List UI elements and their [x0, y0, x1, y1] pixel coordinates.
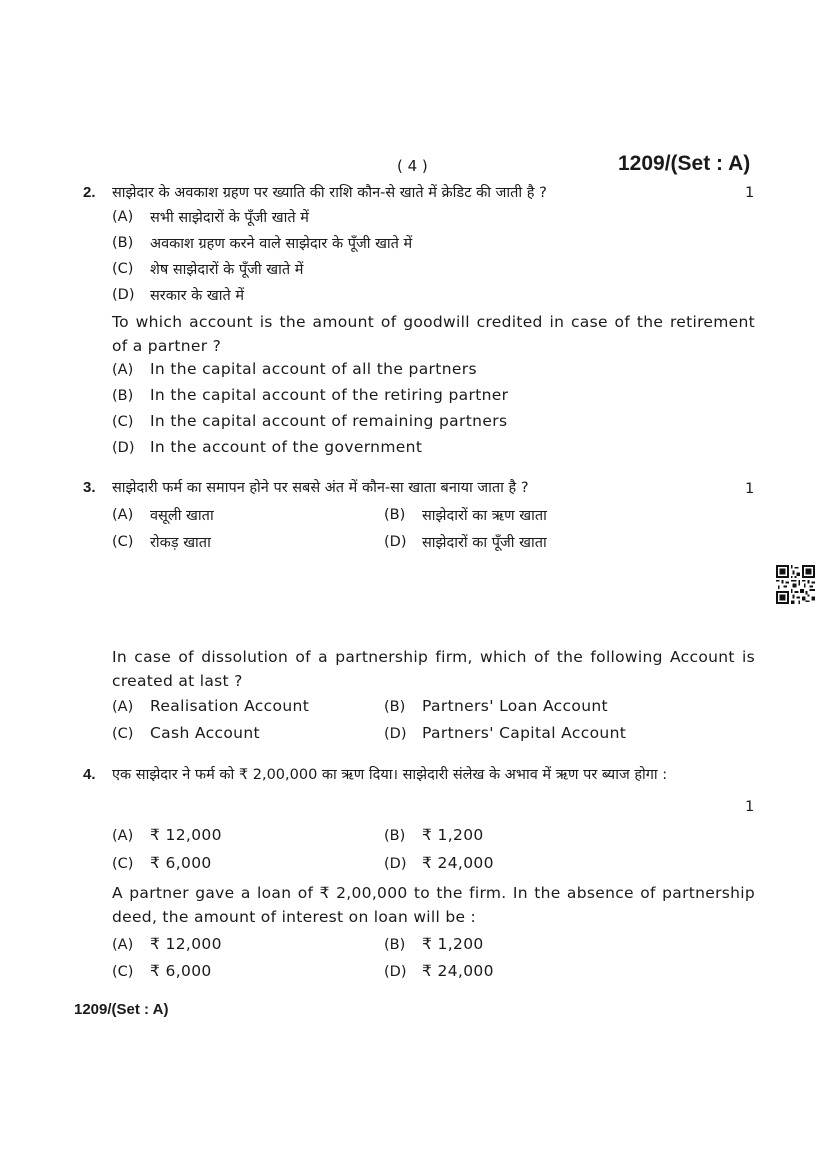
option-letter: (C) [112, 726, 134, 742]
question-marks: 1 [745, 799, 755, 815]
option-letter: (C) [112, 261, 134, 277]
question-english-text: In case of dissolution of a partnership firm, which of the following Account is created at last ? [112, 648, 755, 690]
option-text: साझेदारों का पूँजी खाता [422, 535, 547, 551]
option-text: ₹ 1,200 [422, 935, 484, 953]
option-text: साझेदारों का ऋण खाता [422, 508, 547, 524]
option-text: वसूली खाता [150, 508, 214, 524]
option-letter: (A) [112, 362, 134, 378]
option-letter: (D) [384, 534, 407, 550]
option-letter: (B) [112, 235, 134, 251]
set-code-footer: 1209/(Set : A) [74, 1001, 169, 1018]
option-letter: (C) [112, 534, 134, 550]
question-english-text: To which account is the amount of goodwill credited in case of the retirement of a partner ? [112, 313, 755, 355]
question-marks: 1 [745, 185, 755, 201]
option-text: Partners' Capital Account [422, 724, 627, 742]
option-text: सरकार के खाते में [150, 288, 245, 304]
option-text: अवकाश ग्रहण करने वाले साझेदार के पूँजी खाते में [150, 236, 413, 252]
question-hindi-text: साझेदार के अवकाश ग्रहण पर ख्याति की राशि कौन-से खाते में क्रेडिट की जाती है ? [112, 185, 547, 201]
option-text: रोकड़ खाता [150, 535, 211, 551]
option-letter: (D) [384, 856, 407, 872]
option-letter: (D) [112, 287, 135, 303]
option-letter: (B) [384, 699, 406, 715]
option-text: Cash Account [150, 724, 260, 742]
option-letter: (C) [112, 414, 134, 430]
option-letter: (B) [384, 507, 406, 523]
option-text: In the account of the government [150, 438, 423, 456]
question-number: 3. [83, 479, 96, 496]
option-text: ₹ 12,000 [150, 935, 222, 953]
qr-code-image [776, 565, 815, 604]
option-letter: (C) [112, 964, 134, 980]
option-text: In the capital account of all the partners [150, 360, 477, 378]
question-hindi-text: एक साझेदार ने फर्म को ₹ 2,00,000 का ऋण दिया। साझेदारी संलेख के अभाव में ऋण पर ब्याज होगा : [112, 767, 668, 783]
option-letter: (C) [112, 856, 134, 872]
option-text: शेष साझेदारों के पूँजी खाते में [150, 262, 304, 278]
page-number: ( 4 ) [397, 157, 428, 175]
option-letter: (D) [384, 964, 407, 980]
option-text: ₹ 6,000 [150, 854, 212, 872]
option-text: In the capital account of the retiring partner [150, 386, 509, 404]
option-text: In the capital account of remaining partners [150, 412, 508, 430]
option-letter: (A) [112, 699, 134, 715]
option-text: ₹ 12,000 [150, 826, 222, 844]
option-letter: (B) [384, 937, 406, 953]
option-letter: (B) [112, 388, 134, 404]
option-letter: (A) [112, 828, 134, 844]
option-letter: (D) [384, 726, 407, 742]
question-marks: 1 [745, 481, 755, 497]
question-hindi-text: साझेदारी फर्म का समापन होने पर सबसे अंत में कौन-सा खाता बनाया जाता है ? [112, 480, 529, 496]
option-text: ₹ 24,000 [422, 962, 494, 980]
option-text: Realisation Account [150, 697, 310, 715]
option-text: सभी साझेदारों के पूँजी खाते में [150, 210, 309, 226]
question-number: 4. [83, 766, 96, 783]
option-letter: (D) [112, 440, 135, 456]
option-letter: (A) [112, 209, 134, 225]
set-code-header: 1209/(Set : A) [618, 152, 751, 175]
option-letter: (A) [112, 507, 134, 523]
option-text: Partners' Loan Account [422, 697, 608, 715]
option-text: ₹ 1,200 [422, 826, 484, 844]
option-text: ₹ 24,000 [422, 854, 494, 872]
question-english-text: A partner gave a loan of ₹ 2,00,000 to the firm. In the absence of partnership deed, the amount of interest on loan will be : [112, 884, 755, 926]
option-letter: (A) [112, 937, 134, 953]
option-letter: (B) [384, 828, 406, 844]
question-number: 2. [83, 184, 96, 201]
option-text: ₹ 6,000 [150, 962, 212, 980]
